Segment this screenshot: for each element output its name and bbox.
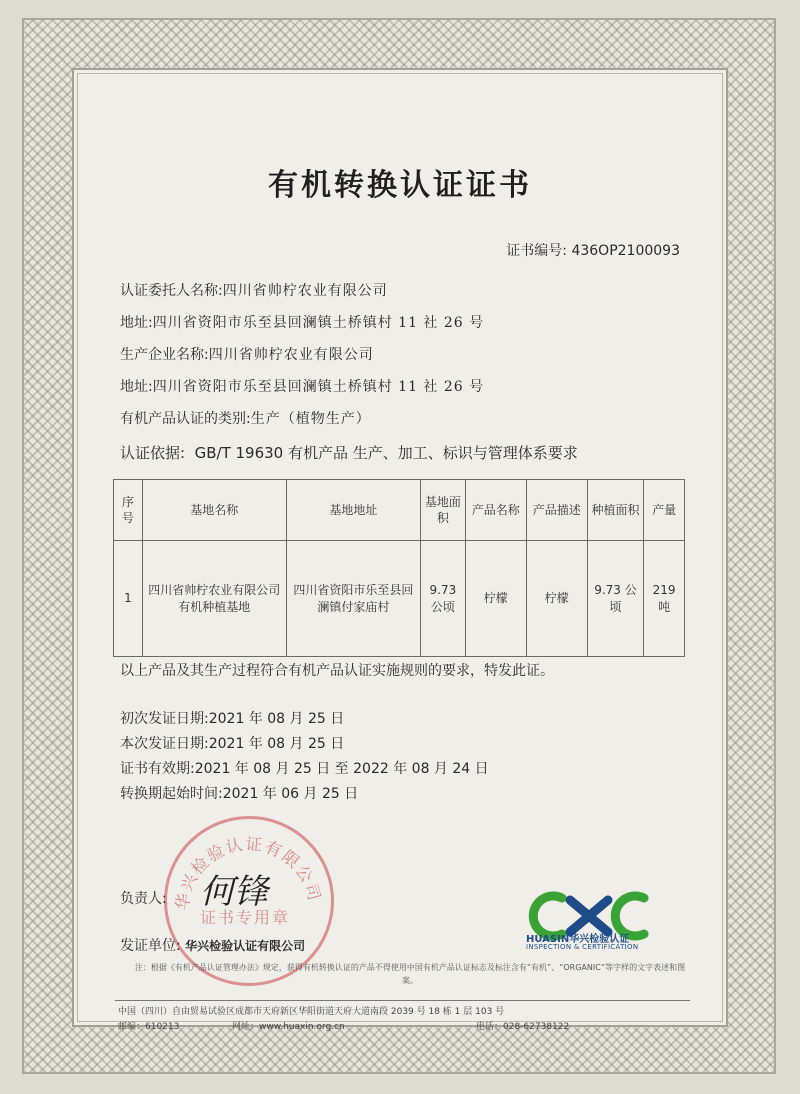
footer-postcode: 邮编：610213 (118, 1022, 180, 1032)
cell-product-name: 柠檬 (465, 541, 526, 657)
header-output: 产量 (644, 480, 685, 541)
footer-address: 中国（四川）自由贸易试验区成都市天府新区华阳街道天府大道南段 2039 号 18 栋 1 层 103 号 (118, 1007, 505, 1017)
field-label: 地址: (120, 315, 153, 331)
basis-label: 认证依据: (120, 444, 186, 462)
cell-product-desc: 柠檬 (526, 541, 587, 657)
table-header-row (114, 480, 685, 541)
category-row (120, 408, 371, 428)
header-base-area: 基地面积 (421, 480, 466, 541)
handwritten-signature: 何锋 (200, 872, 268, 912)
field-value: 四川省帅柠农业有限公司 (208, 347, 374, 363)
header-product-desc: 产品描述 (526, 480, 587, 541)
base-table (113, 479, 685, 657)
field-value: 四川省资阳市乐至县回澜镇土桥镇村 11 社 26 号 (152, 379, 485, 395)
field-value: 生产（植物生产） (250, 411, 371, 427)
cert-no-label: 证书编号: (506, 243, 567, 259)
date-value: 2021 年 06 月 25 日 (222, 786, 359, 802)
date-label: 初次发证日期: (120, 711, 209, 727)
header-plant-area: 种植面积 (587, 480, 643, 541)
date-label: 证书有效期: (120, 761, 195, 777)
field-label: 认证委托人名称: (120, 283, 223, 299)
seal-ring-label: 华兴检验认证有限公司 (172, 834, 325, 912)
field-label: 有机产品认证的类别: (120, 411, 251, 427)
issuer-row (120, 935, 305, 955)
cell-plant-area: 9.73 公顷 (587, 541, 643, 657)
field-value: 四川省资阳市乐至县回澜镇土桥镇村 11 社 26 号 (152, 315, 485, 331)
cell-base-address: 四川省资阳市乐至县回澜镇付家庙村 (286, 541, 420, 657)
header-base-name: 基地名称 (142, 480, 286, 541)
certificate-title: 有机转换认证证书 (268, 168, 532, 203)
date-value: 2021 年 08 月 25 日 (208, 711, 345, 727)
footer-divider (115, 1000, 690, 1001)
date-label: 本次发证日期: (120, 736, 209, 752)
cert-no-value: 436OP2100093 (571, 243, 680, 259)
client-address-row (120, 312, 484, 332)
field-value: 四川省帅柠农业有限公司 (222, 283, 388, 299)
header-product-name: 产品名称 (465, 480, 526, 541)
field-label: 生产企业名称: (120, 347, 209, 363)
cell-base-name: 四川省帅柠农业有限公司有机种植基地 (142, 541, 286, 657)
conformity-statement: 以上产品及其生产过程符合有机产品认证实施规则的要求，特发此证。 (120, 663, 554, 679)
seal-bottom-text: 证书专用章 (200, 908, 291, 927)
client-name-row (120, 280, 388, 300)
issuer-label: 发证单位: (120, 938, 181, 954)
signer-label: 负责人: (120, 891, 167, 907)
conversion-start (120, 783, 358, 803)
header-base-address: 基地地址 (286, 480, 420, 541)
certificate-number (506, 240, 680, 260)
producer-address-row (120, 376, 484, 396)
field-label: 地址: (120, 379, 153, 395)
cell-base-area: 9.73 公顷 (421, 541, 466, 657)
current-issue-date (120, 733, 344, 753)
cell-output: 219 吨 (644, 541, 685, 657)
first-issue-date (120, 708, 344, 728)
cell-index: 1 (114, 541, 143, 657)
date-value: 2021 年 08 月 25 日 (208, 736, 345, 752)
basis-value: GB/T 19630 有机产品 生产、加工、标识与管理体系要求 (194, 444, 578, 462)
header-index: 序号 (114, 480, 143, 541)
logo-name: HUASIN华兴检验认证 (526, 934, 630, 945)
date-value: 2021 年 08 月 25 日 至 2022 年 08 月 24 日 (194, 761, 489, 777)
producer-name-row (120, 344, 374, 364)
issuer-value: 华兴检验认证有限公司 (185, 939, 306, 953)
validity-period (120, 758, 489, 778)
footnote: 注：根据《有机产品认证管理办法》规定，获得有机转换认证的产品不得使用中国有机产品认证标志及标注含有“有机”、“ORGANIC”等字样的文字表述和图案。 (134, 963, 686, 985)
logo-subtitle: INSPECTION & CERTIFICATION (526, 943, 639, 951)
date-label: 转换期起始时间: (120, 786, 223, 802)
table-row (114, 541, 685, 657)
footer-phone: 电话：028-62738122 (476, 1022, 570, 1032)
basis-row (120, 442, 578, 463)
footer-website: 网址：www.huaxin.org.cn (232, 1022, 345, 1032)
